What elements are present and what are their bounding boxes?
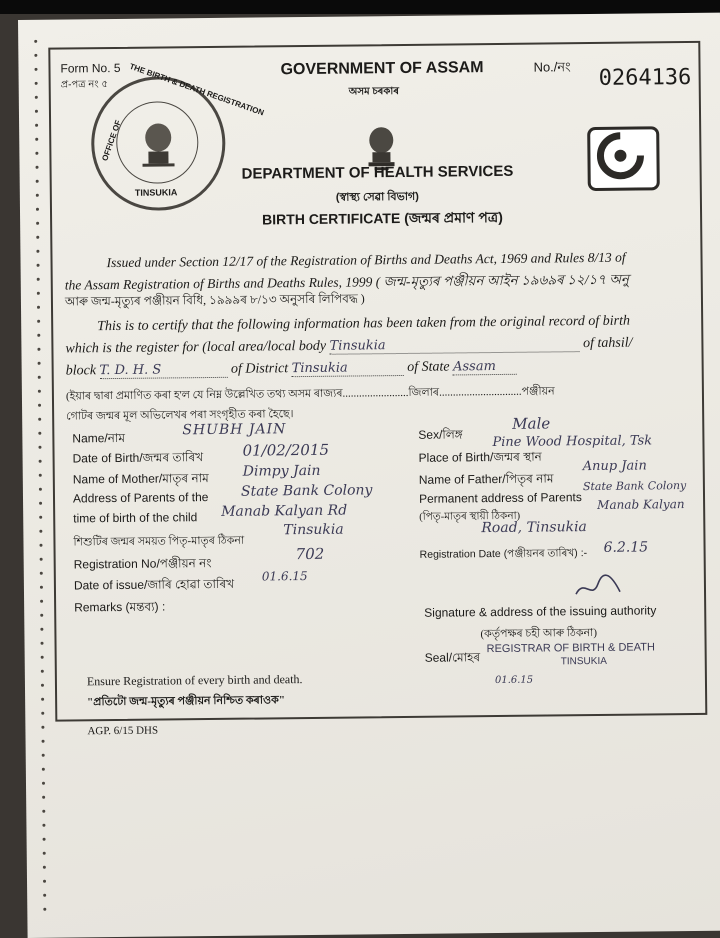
remarks-label: Remarks (মন্তব্য) : — [74, 599, 166, 615]
birth-address-value2: Manab Kalyan Rd — [221, 502, 348, 520]
registration-date-value: 6.2.15 — [603, 539, 649, 556]
signature-label-assamese: (কৰ্তৃপক্ষৰ চহী আৰু ঠিকনা) — [480, 626, 598, 641]
registrar-stamp: REGISTRAR OF BIRTH & DEATH — [486, 641, 655, 656]
permanent-address-label: Permanent address of Parents — [418, 490, 582, 506]
birth-address-value3: Tinsukia — [283, 521, 344, 539]
assamese-certify-line2: গোটৰ জন্মৰ মূল অভিলেখৰ পৰা সংগৃহীত কৰা হৈছে। — [66, 408, 294, 423]
block-value: T. D. H. S — [99, 362, 227, 379]
registration-number-value: 702 — [295, 544, 325, 564]
ensure-registration-text: Ensure Registration of every birth and death. — [86, 672, 303, 689]
sex-value: Male — [512, 414, 551, 433]
birth-certificate-paper — [18, 13, 720, 938]
date-of-birth-value: 01/02/2015 — [242, 440, 330, 460]
department-title: DEPARTMENT OF HEALTH SERVICES — [241, 162, 514, 183]
issued-under-line2: the Assam Registration of Births and Deaths Rules, 1999 ( জন্ম-মৃত্যুৰ পঞ্জীয়ন আইন ১৯৬৯ৰ ১২/১৭ অনু — [64, 271, 630, 293]
state-value: Assam — [453, 359, 517, 376]
block-district-line: block T. D. H. S of District Tinsukia of State Assam — [66, 359, 518, 380]
date-of-birth-label: Date of Birth/জন্মৰ তাৰিখ — [72, 450, 204, 466]
registration-date-label: Registration Date (পঞ্জীয়নৰ তাৰিখ) :- — [419, 547, 588, 561]
certificate-title: BIRTH CERTIFICATE (জন্মৰ প্ৰমাণ পত্ৰ) — [262, 208, 503, 228]
stamp-date: 01.6.15 — [494, 674, 534, 687]
issued-under-line3: আৰু জন্ম-মৃত্যুৰ পঞ্জীয়ন বিধি, ১৯৯৯ৰ ৮/১৩ অনুসৰি লিপিবদ্ধ ) — [64, 291, 365, 309]
registration-number-label: Registration No/পঞ্জীয়ন নং — [73, 556, 212, 572]
father-name-value: Anup Jain — [582, 458, 647, 475]
form-number-assamese: প্ৰ-পত্ৰ নং ৫ — [60, 79, 108, 91]
lion-capital-icon — [138, 115, 179, 167]
local-body-line: which is the register for (local area/local body Tinsukia of tahsil/ — [65, 335, 633, 357]
assamese-certify-line1: (ইয়াৰ দ্বাৰা প্ৰমাণিত কৰা হ'ল যে নিম্ন উল্লেখিত তথ্য অসম ৰাজ্যৰ........................জিলাৰ..............................পঞ্জীয়ন — [65, 385, 555, 403]
form-number: Form No. 5 — [60, 60, 121, 76]
father-name-label: Name of Father/পিতৃৰ নাম — [418, 471, 554, 487]
permanent-address-value2: Manab Kalyan — [597, 497, 685, 512]
serial-number: 0264136 — [598, 64, 692, 91]
address-label-line2: time of birth of the child — [73, 510, 198, 526]
seal-label: Seal/মোহৰ — [424, 650, 481, 665]
address-label-assamese: শিশুটিৰ জন্মৰ সময়ত পিতৃ-মাতৃৰ ঠিকনা — [73, 534, 245, 549]
place-of-birth-label: Place of Birth/জন্মৰ স্থান — [418, 449, 542, 465]
address-label-line1: Address of Parents of the — [72, 490, 209, 506]
perforation-edge — [32, 40, 47, 740]
government-title-assamese: অসম চৰকাৰ — [348, 86, 399, 98]
sex-label: Sex/লিঙ্গ — [418, 427, 463, 442]
permanent-address-value3: Road, Tinsukia — [481, 519, 587, 537]
print-code: AGP. 6/15 DHS — [87, 724, 159, 738]
birth-address-value1: State Bank Colony — [240, 482, 373, 500]
permanent-address-value1: State Bank Colony — [582, 479, 687, 494]
government-title: GOVERNMENT OF ASSAM — [280, 59, 484, 79]
mother-name-label: Name of Mother/মাতৃৰ নাম — [72, 471, 209, 487]
top-black-bar — [0, 0, 720, 14]
permanent-address-label-assamese: (পিতৃ-মাতৃৰ স্থায়ী ঠিকনা) — [419, 510, 521, 523]
local-body-value: Tinsukia — [330, 336, 580, 355]
place-of-birth-value: Pine Wood Hospital, Tsk — [492, 433, 653, 451]
name-label: Name/নাম — [72, 430, 126, 446]
number-label: No./নং — [533, 59, 571, 75]
signature-label: Signature & address of the issuing authority — [424, 603, 657, 620]
date-of-issue-label: Date of issue/জাৰি হোৱা তাৰিখ — [73, 576, 235, 593]
registrar-stamp-place: TINSUKIA — [560, 655, 607, 668]
department-title-assamese: (স্বাস্থ্য সেৱা বিভাগ) — [335, 190, 419, 204]
certify-line: This is to certify that the following information has been taken from the original record of birth — [97, 313, 631, 335]
issued-under-line1: Issued under Section 12/17 of the Registration of Births and Deaths Act, 1969 and Rules 8/13 of — [106, 249, 626, 271]
date-of-issue-value: 01.6.15 — [261, 568, 308, 584]
health-department-logo — [587, 126, 660, 191]
district-value: Tinsukia — [292, 360, 404, 377]
mother-name-value: Dimpy Jain — [242, 462, 321, 480]
name-value: SHUBH JAIN — [182, 421, 287, 439]
ensure-registration-assamese: "প্ৰতিটো জন্ম-মৃত্যুৰ পঞ্জীয়ন নিশ্চিত কৰাওক" — [87, 694, 285, 709]
registration-office-seal: THE BIRTH & DEATH REGISTRATION OFFICE OF TINSUKIA — [91, 76, 226, 211]
